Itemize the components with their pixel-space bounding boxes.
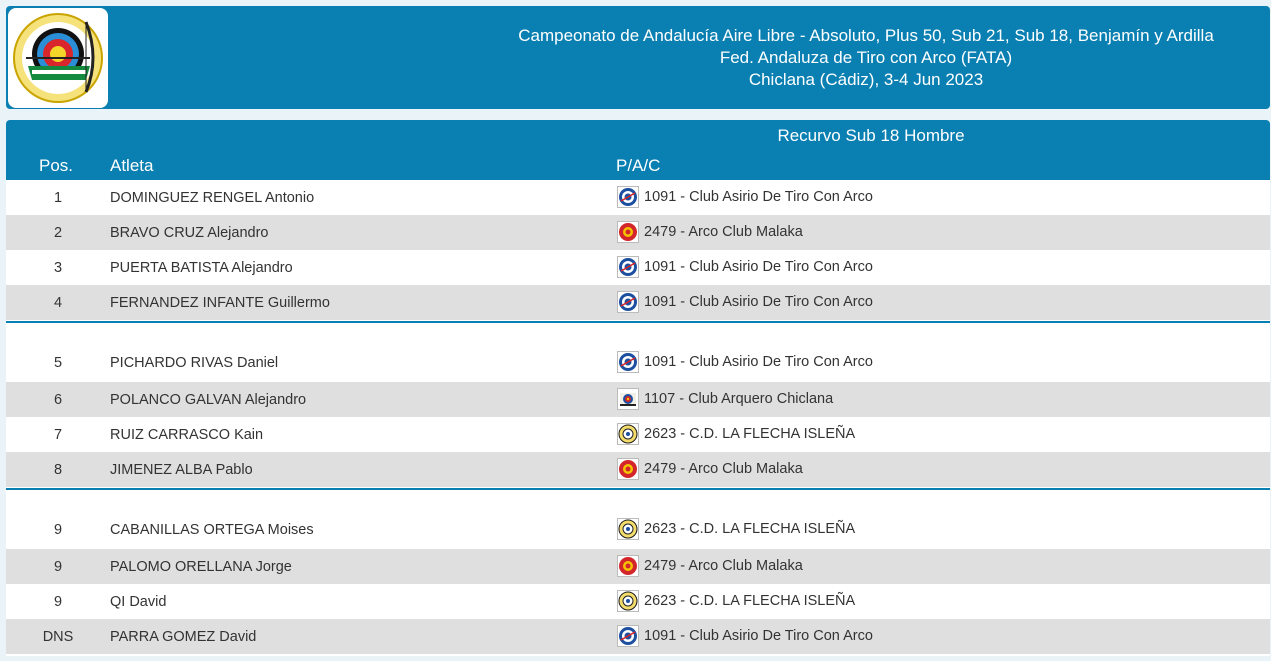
position-cell: 5 xyxy=(53,355,63,371)
column-header-position: Pos. xyxy=(39,156,74,175)
club-name: 1091 - Club Asirio De Tiro Con Arco xyxy=(644,189,873,205)
club-cell xyxy=(617,423,855,445)
athlete-name-cell: PALOMO ORELLANA Jorge xyxy=(110,559,292,575)
athlete-name-cell: PICHARDO RIVAS Daniel xyxy=(110,355,279,371)
club-name: 2479 - Arco Club Malaka xyxy=(644,558,803,574)
group-divider xyxy=(6,321,1270,323)
athlete-name-cell: JIMENEZ ALBA Pablo xyxy=(110,462,253,478)
club-cell xyxy=(617,351,873,373)
position-cell: 3 xyxy=(53,260,63,276)
club-cell xyxy=(617,291,873,313)
asirio-club-icon xyxy=(617,186,639,208)
athlete-name-cell: FERNANDEZ INFANTE Guillermo xyxy=(110,295,330,311)
flecha-club-icon xyxy=(617,590,639,612)
flecha-club-icon xyxy=(617,423,639,445)
fata-logo xyxy=(8,8,108,108)
page-header xyxy=(6,6,1270,109)
club-name: 1107 - Club Arquero Chiclana xyxy=(644,391,834,407)
position-cell: 8 xyxy=(53,462,63,478)
athlete-name-cell: PARRA GOMEZ David xyxy=(110,629,257,645)
club-cell xyxy=(617,555,803,577)
club-name: 1091 - Club Asirio De Tiro Con Arco xyxy=(644,354,873,370)
position-cell: 9 xyxy=(53,594,63,610)
results-panel xyxy=(6,120,1270,656)
asirio-club-icon xyxy=(617,291,639,313)
athlete-name-cell: BRAVO CRUZ Alejandro xyxy=(110,225,269,241)
club-cell xyxy=(617,256,873,278)
category-title: Recurvo Sub 18 Hombre xyxy=(777,126,965,145)
table-row xyxy=(6,180,1270,215)
athlete-name-cell: PUERTA BATISTA Alejandro xyxy=(110,260,293,276)
event-title: Campeonato de Andalucía Aire Libre - Absoluto, Plus 50, Sub 21, Sub 18, Benjamín y Ardilla xyxy=(518,26,1214,45)
club-cell xyxy=(617,590,855,612)
malaka-club-icon xyxy=(617,221,639,243)
column-header-club: P/A/C xyxy=(616,156,661,175)
federation-name: Fed. Andaluza de Tiro con Arco (FATA) xyxy=(719,48,1013,67)
position-cell: 9 xyxy=(53,522,63,538)
club-name: 1091 - Club Asirio De Tiro Con Arco xyxy=(644,628,873,644)
club-name: 1091 - Club Asirio De Tiro Con Arco xyxy=(644,259,873,275)
table-row xyxy=(6,285,1270,320)
club-cell xyxy=(617,186,873,208)
table-row xyxy=(6,345,1270,380)
athlete-name-cell: DOMINGUEZ RENGEL Antonio xyxy=(110,190,315,206)
asirio-club-icon xyxy=(617,351,639,373)
group-divider xyxy=(6,488,1270,490)
asirio-club-icon xyxy=(617,256,639,278)
table-row xyxy=(6,250,1270,285)
club-cell xyxy=(617,518,855,540)
position-cell: 1 xyxy=(53,190,63,206)
position-cell: 7 xyxy=(53,427,63,443)
club-name: 2623 - C.D. LA FLECHA ISLEÑA xyxy=(644,521,856,537)
position-cell: 2 xyxy=(53,225,63,241)
club-name: 2479 - Arco Club Malaka xyxy=(644,224,803,240)
table-row xyxy=(6,382,1270,417)
chiclana-club-icon xyxy=(617,388,639,410)
malaka-club-icon xyxy=(617,458,639,480)
event-titles xyxy=(466,25,1266,91)
club-name: 1091 - Club Asirio De Tiro Con Arco xyxy=(644,294,873,310)
club-name: 2623 - C.D. LA FLECHA ISLEÑA xyxy=(644,593,856,609)
athlete-name-cell: RUIZ CARRASCO Kain xyxy=(110,427,264,443)
flecha-club-icon xyxy=(617,518,639,540)
club-name: 2479 - Arco Club Malaka xyxy=(644,461,803,477)
table-row xyxy=(6,619,1270,654)
asirio-club-icon xyxy=(617,625,639,647)
position-cell: 9 xyxy=(53,559,63,575)
club-cell xyxy=(617,221,803,243)
club-cell xyxy=(617,458,803,480)
athlete-name-cell: POLANCO GALVAN Alejandro xyxy=(110,392,307,408)
fata-target-logo-icon xyxy=(12,10,104,106)
event-location-date: Chiclana (Cádiz), 3-4 Jun 2023 xyxy=(748,70,984,89)
athlete-name-cell: CABANILLAS ORTEGA Moises xyxy=(110,522,314,538)
club-cell xyxy=(617,388,833,410)
club-name: 2623 - C.D. LA FLECHA ISLEÑA xyxy=(644,426,856,442)
position-cell: DNS xyxy=(42,629,74,645)
position-cell: 4 xyxy=(53,295,63,311)
table-row xyxy=(6,549,1270,584)
table-row xyxy=(6,584,1270,619)
table-row xyxy=(6,215,1270,250)
club-cell xyxy=(617,625,873,647)
malaka-club-icon xyxy=(617,555,639,577)
position-cell: 6 xyxy=(53,392,63,408)
table-row xyxy=(6,512,1270,547)
athlete-name-cell: QI David xyxy=(110,594,167,610)
column-header-athlete: Atleta xyxy=(110,156,154,175)
table-row xyxy=(6,452,1270,487)
results-table-header xyxy=(6,120,1270,180)
table-row xyxy=(6,417,1270,452)
